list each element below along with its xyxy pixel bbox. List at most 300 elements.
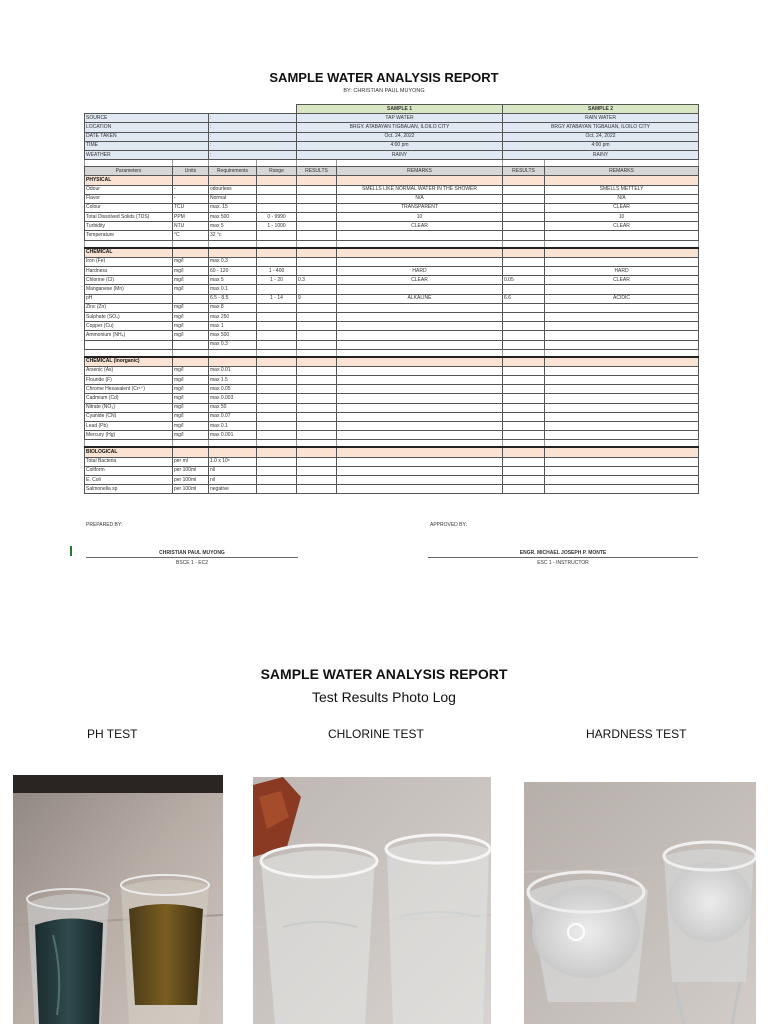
sample-2-result	[503, 203, 545, 212]
spacer-row	[85, 349, 699, 357]
info-colon: :	[209, 150, 297, 159]
parameter-cell: Colour	[85, 203, 173, 212]
range-cell: 0 - 9990	[257, 213, 297, 222]
sample-1-remarks: ALKALINE	[337, 294, 503, 303]
blank-cell	[257, 357, 297, 367]
blank-cell	[209, 176, 257, 185]
range-cell: 1 - 20	[257, 276, 297, 285]
range-cell	[257, 366, 297, 375]
unit-cell: mg/l	[173, 276, 209, 285]
sample-1-result: 0.3	[297, 276, 337, 285]
parameter-cell: Chrome Hexavalent (Cr⁶⁺)	[85, 385, 173, 394]
sample-2-remarks	[545, 285, 699, 294]
sample-2-result	[503, 285, 545, 294]
sample-1-remarks	[337, 485, 503, 494]
blank-cell	[173, 447, 209, 457]
column-header: Parameters	[85, 167, 173, 176]
column-header: RESULTS	[297, 167, 337, 176]
sample-2-remarks	[545, 412, 699, 421]
sample-1-remarks	[337, 376, 503, 385]
requirement-cell: 60 - 120	[209, 267, 257, 276]
info-colon: :	[209, 132, 297, 141]
sample-2-result	[503, 366, 545, 375]
unit-cell: per 100ml	[173, 485, 209, 494]
section-name: CHEMICAL	[85, 248, 173, 258]
sample-1-remarks	[337, 431, 503, 440]
requirement-cell: max 1	[209, 322, 257, 331]
sample-1-result	[297, 331, 337, 340]
sample-1-remarks	[337, 322, 503, 331]
range-cell	[257, 457, 297, 466]
sample-2-remarks	[545, 475, 699, 484]
parameter-cell: Total Bacteria	[85, 457, 173, 466]
approver-signature-line	[428, 557, 698, 558]
sample-1-result	[297, 485, 337, 494]
parameter-cell: Iron (Fe)	[85, 257, 173, 266]
sample-2-result	[503, 457, 545, 466]
ph-test-photo	[13, 775, 223, 1024]
sample-2-remarks	[545, 394, 699, 403]
info-sample-2: 4:00 pm	[503, 141, 699, 150]
approver-name: ENGR. MICHAEL JOSEPH P. MONTE	[519, 550, 607, 556]
blank-cell	[257, 240, 297, 248]
preparer-role: BSCE 1 - EC2	[176, 560, 208, 566]
sample-2-remarks: HARD	[545, 267, 699, 276]
parameter-cell: Mercury (Hg)	[85, 431, 173, 440]
blank-cell	[173, 160, 209, 167]
info-colon: :	[209, 114, 297, 123]
sheet-cell-marker	[70, 546, 72, 556]
sample-2-remarks	[545, 312, 699, 321]
requirement-cell: max 8	[209, 303, 257, 312]
unit-cell: mg/l	[173, 366, 209, 375]
sample-2-remarks: CLEAR	[545, 222, 699, 231]
spacer-row	[85, 160, 699, 167]
blank-cell	[297, 357, 337, 367]
info-row	[85, 132, 699, 141]
range-cell	[257, 394, 297, 403]
sample-1-remarks	[337, 457, 503, 466]
blank-cell	[337, 176, 503, 185]
requirement-cell: max 0.07	[209, 412, 257, 421]
requirement-cell: max 0.001	[209, 431, 257, 440]
table-row	[85, 457, 699, 466]
sample-1-remarks	[337, 385, 503, 394]
unit-cell: mg/l	[173, 431, 209, 440]
requirement-cell: max 500	[209, 331, 257, 340]
requirement-cell: max 0.1	[209, 422, 257, 431]
parameter-cell: Nitrate (NO₃)	[85, 403, 173, 412]
blank-cell	[503, 160, 545, 167]
blank-cell	[545, 349, 699, 357]
range-cell	[257, 185, 297, 194]
unit-cell: mg/l	[173, 312, 209, 321]
sample-2-result	[503, 231, 545, 240]
sample-2-result	[503, 213, 545, 222]
parameter-cell: Cyanide (CN)	[85, 412, 173, 421]
sample-2-remarks	[545, 366, 699, 375]
parameter-cell: Lead (Pb)	[85, 422, 173, 431]
range-cell	[257, 422, 297, 431]
report-author: BY: CHRISTIAN PAUL MUYONG	[343, 88, 425, 94]
blank-cell	[257, 440, 297, 448]
sample-2-result	[503, 267, 545, 276]
blank-cell	[297, 440, 337, 448]
blank-cell	[257, 176, 297, 185]
column-header: REMARKS	[545, 167, 699, 176]
sample-1-remarks: TRANSPARENT	[337, 203, 503, 212]
sample-2-result	[503, 422, 545, 431]
column-header: Units	[173, 167, 209, 176]
parameter-cell: Temperature	[85, 231, 173, 240]
sample-2-remarks	[545, 340, 699, 349]
caption-hardness-test: HARDNESS TEST	[586, 727, 687, 741]
sample-1-remarks	[337, 312, 503, 321]
sample-2-remarks	[545, 485, 699, 494]
sample-2-header: SAMPLE 2	[503, 105, 699, 114]
table-row	[85, 331, 699, 340]
sample-1-result	[297, 257, 337, 266]
range-cell	[257, 194, 297, 203]
unit-cell: per 100ml	[173, 466, 209, 475]
parameter-cell: Ammonium (NH₄)	[85, 331, 173, 340]
section-header-row	[85, 447, 699, 457]
table-row	[85, 267, 699, 276]
range-cell	[257, 312, 297, 321]
range-cell	[257, 385, 297, 394]
table-row	[85, 394, 699, 403]
sample-1-remarks	[337, 340, 503, 349]
chlorine-test-photo	[253, 777, 491, 1024]
sample-2-result	[503, 322, 545, 331]
requirement-cell: max 500	[209, 213, 257, 222]
sample-2-result	[503, 475, 545, 484]
section-name: CHEMICAL (Inorganic)	[85, 357, 173, 367]
caption-ph-test: PH TEST	[87, 727, 138, 741]
blank-cell	[503, 248, 545, 258]
sample-1-remarks	[337, 403, 503, 412]
sample-1-result	[297, 412, 337, 421]
table-row	[85, 422, 699, 431]
unit-cell: mg/l	[173, 257, 209, 266]
analysis-table	[84, 104, 699, 494]
table-row	[85, 185, 699, 194]
unit-cell: mg/l	[173, 285, 209, 294]
range-cell	[257, 203, 297, 212]
requirement-cell: nil	[209, 466, 257, 475]
blank-cell	[545, 240, 699, 248]
blank-cell	[297, 176, 337, 185]
sample-2-remarks	[545, 322, 699, 331]
table-row	[85, 285, 699, 294]
sample-2-remarks	[545, 466, 699, 475]
info-label: WEATHER	[85, 150, 209, 159]
column-header: RESULTS	[503, 167, 545, 176]
sample-1-remarks: SMELLS LIKE NORMAL WATER IN THE SHOWER	[337, 185, 503, 194]
parameter-cell	[85, 340, 173, 349]
unit-cell: per 100ml	[173, 475, 209, 484]
table-row	[85, 366, 699, 375]
sample-1-result	[297, 213, 337, 222]
sample-1-result	[297, 457, 337, 466]
parameter-cell: Salmonella sp	[85, 485, 173, 494]
parameter-cell: Turbidity	[85, 222, 173, 231]
info-sample-1: BRGY. ATABAYAN TIGBAUAN, ILOILO CITY	[297, 123, 503, 132]
sample-1-remarks: 10	[337, 213, 503, 222]
table-row	[85, 485, 699, 494]
range-cell	[257, 231, 297, 240]
sample-2-result	[503, 376, 545, 385]
info-sample-1: RAINY	[297, 150, 503, 159]
table-row	[85, 322, 699, 331]
table-row	[85, 222, 699, 231]
parameter-cell: Flavor	[85, 194, 173, 203]
blank-cell	[337, 248, 503, 258]
unit-cell	[173, 340, 209, 349]
info-colon: :	[209, 123, 297, 132]
unit-cell: mg/l	[173, 385, 209, 394]
blank-cell	[209, 447, 257, 457]
sample-2-result	[503, 194, 545, 203]
sample-1-result	[297, 322, 337, 331]
blank-cell	[209, 240, 257, 248]
sample-1-remarks	[337, 285, 503, 294]
caption-chlorine-test: CHLORINE TEST	[328, 727, 424, 741]
blank-cell	[503, 357, 545, 367]
column-header-row	[85, 167, 699, 176]
range-cell	[257, 376, 297, 385]
table-row	[85, 257, 699, 266]
sample-1-remarks	[337, 231, 503, 240]
sample-2-remarks	[545, 457, 699, 466]
section-name: PHYSICAL	[85, 176, 173, 185]
blank-cell	[209, 248, 257, 258]
blank-cell	[503, 440, 545, 448]
info-sample-1: TAP WATER	[297, 114, 503, 123]
sample-2-result	[503, 466, 545, 475]
range-cell	[257, 303, 297, 312]
preparer-signature-line	[86, 557, 298, 558]
blank-cell	[503, 240, 545, 248]
blank-cell	[257, 160, 297, 167]
range-cell	[257, 257, 297, 266]
blank-cell	[85, 440, 173, 448]
table-row	[85, 376, 699, 385]
requirement-cell: 6.5 - 8.5	[209, 294, 257, 303]
requirement-cell: nil	[209, 475, 257, 484]
sample-1-result	[297, 231, 337, 240]
sample-2-result	[503, 331, 545, 340]
requirement-cell: max 0.003	[209, 394, 257, 403]
sample-1-result	[297, 385, 337, 394]
table-row	[85, 312, 699, 321]
requirement-cell: max 0.01	[209, 366, 257, 375]
sample-2-remarks: 10	[545, 213, 699, 222]
sample-2-result	[503, 385, 545, 394]
preparer-name: CHRISTIAN PAUL MUYONG	[159, 550, 225, 556]
sample-1-result	[297, 466, 337, 475]
sample-1-result	[297, 431, 337, 440]
unit-cell: PPM	[173, 213, 209, 222]
blank-cell	[173, 357, 209, 367]
range-cell	[257, 403, 297, 412]
sample-2-result	[503, 403, 545, 412]
blank-cell	[545, 440, 699, 448]
info-label: TIME	[85, 141, 209, 150]
range-cell: 1 - 14	[257, 294, 297, 303]
unit-cell: mg/l	[173, 412, 209, 421]
blank-cell	[545, 357, 699, 367]
unit-cell	[173, 294, 209, 303]
requirement-cell: max. 15	[209, 203, 257, 212]
requirement-cell: odourless	[209, 185, 257, 194]
blank-cell	[173, 176, 209, 185]
report-sheet	[70, 68, 698, 570]
hardness-test-photo	[524, 782, 756, 1024]
info-sample-1: 4:00 pm	[297, 141, 503, 150]
sample-2-remarks	[545, 376, 699, 385]
parameter-cell: Cadmium (Cd)	[85, 394, 173, 403]
unit-cell: TCU	[173, 203, 209, 212]
blank-cell	[337, 440, 503, 448]
sample-1-result	[297, 366, 337, 375]
blank-cell	[209, 357, 257, 367]
sample-1-result	[297, 376, 337, 385]
blank-cell	[297, 248, 337, 258]
table-row	[85, 466, 699, 475]
range-cell	[257, 285, 297, 294]
sample-2-remarks: CLEAR	[545, 276, 699, 285]
blank-cell	[297, 160, 337, 167]
sample-2-result	[503, 394, 545, 403]
sample-2-result	[503, 340, 545, 349]
table-row	[85, 294, 699, 303]
info-row	[85, 123, 699, 132]
prepared-by-label: PREPARED BY:	[86, 522, 123, 528]
parameter-cell: Manganese (Mn)	[85, 285, 173, 294]
sample-1-result	[297, 475, 337, 484]
sample-2-remarks	[545, 231, 699, 240]
sample-1-result	[297, 194, 337, 203]
blank-cell	[209, 440, 257, 448]
unit-cell: per ml	[173, 457, 209, 466]
info-row	[85, 141, 699, 150]
requirement-cell: max 5	[209, 276, 257, 285]
sample-1-remarks	[337, 303, 503, 312]
range-cell	[257, 340, 297, 349]
blank-cell	[545, 176, 699, 185]
blank-cell	[257, 447, 297, 457]
table-row	[85, 431, 699, 440]
parameter-cell: Odour	[85, 185, 173, 194]
range-cell	[257, 475, 297, 484]
sample-2-remarks	[545, 431, 699, 440]
parameter-cell: Chlorine (Cl)	[85, 276, 173, 285]
blank-cell	[337, 447, 503, 457]
requirement-cell: max 1.5	[209, 376, 257, 385]
sample-2-result	[503, 412, 545, 421]
sample-2-result	[503, 303, 545, 312]
requirement-cell: 32 °c	[209, 231, 257, 240]
blank-cell	[173, 440, 209, 448]
blank-cell	[503, 176, 545, 185]
table-row	[85, 276, 699, 285]
section-name: BIOLOGICAL	[85, 447, 173, 457]
requirement-cell: max 0.3	[209, 257, 257, 266]
table-row	[85, 412, 699, 421]
sample-1-header: SAMPLE 1	[297, 105, 503, 114]
blank-cell	[209, 349, 257, 357]
requirement-cell: negative	[209, 485, 257, 494]
info-sample-2: RAIN WATER	[503, 114, 699, 123]
range-cell: 1 - 400	[257, 267, 297, 276]
photo-log-title: SAMPLE WATER ANALYSIS REPORT	[260, 666, 508, 682]
sample-2-result	[503, 431, 545, 440]
table-row	[85, 403, 699, 412]
blank-cell	[85, 240, 173, 248]
sample-2-result	[503, 312, 545, 321]
range-cell: 1 - 1000	[257, 222, 297, 231]
sample-1-result	[297, 312, 337, 321]
table-row	[85, 303, 699, 312]
blank-cell	[545, 248, 699, 258]
sample-2-remarks: N/A	[545, 194, 699, 203]
sample-2-remarks	[545, 403, 699, 412]
unit-cell: mg/l	[173, 322, 209, 331]
blank-cell	[503, 349, 545, 357]
sample-1-remarks	[337, 366, 503, 375]
unit-cell: mg/l	[173, 403, 209, 412]
sample-1-result: 9	[297, 294, 337, 303]
spacer-row	[85, 440, 699, 448]
info-row	[85, 114, 699, 123]
range-cell	[257, 485, 297, 494]
unit-cell: mg/l	[173, 422, 209, 431]
sample-1-remarks: CLEAR	[337, 222, 503, 231]
sample-2-remarks	[545, 385, 699, 394]
sample-1-remarks	[337, 412, 503, 421]
unit-cell: mg/l	[173, 267, 209, 276]
sample-2-result: 0.05	[503, 276, 545, 285]
info-sample-1: Oct. 24, 2022	[297, 132, 503, 141]
section-header-row	[85, 248, 699, 258]
requirement-cell: max 50	[209, 403, 257, 412]
table-row	[85, 231, 699, 240]
parameter-cell: Coliform	[85, 466, 173, 475]
spacer-row	[85, 240, 699, 248]
range-cell	[257, 412, 297, 421]
sample-1-remarks	[337, 394, 503, 403]
info-sample-2: Oct. 24, 2022	[503, 132, 699, 141]
sample-2-result	[503, 185, 545, 194]
parameter-cell: Total Dissolved Solids (TDS)	[85, 213, 173, 222]
unit-cell: mg/l	[173, 394, 209, 403]
sample-2-result: 6.6	[503, 294, 545, 303]
info-sample-2: BRGY ATABAYAN TIGBAUAN, ILOILO CITY	[503, 123, 699, 132]
requirement-cell: max 5	[209, 222, 257, 231]
blank-cell	[209, 160, 257, 167]
blank-cell	[503, 447, 545, 457]
requirement-cell: 1.0 x 10⁵	[209, 457, 257, 466]
range-cell	[257, 322, 297, 331]
blank-cell	[337, 240, 503, 248]
requirement-cell: max 250	[209, 312, 257, 321]
sample-1-remarks	[337, 257, 503, 266]
info-colon: :	[209, 141, 297, 150]
section-header-row	[85, 176, 699, 185]
info-label: SOURCE	[85, 114, 209, 123]
column-header: Requirements	[209, 167, 257, 176]
